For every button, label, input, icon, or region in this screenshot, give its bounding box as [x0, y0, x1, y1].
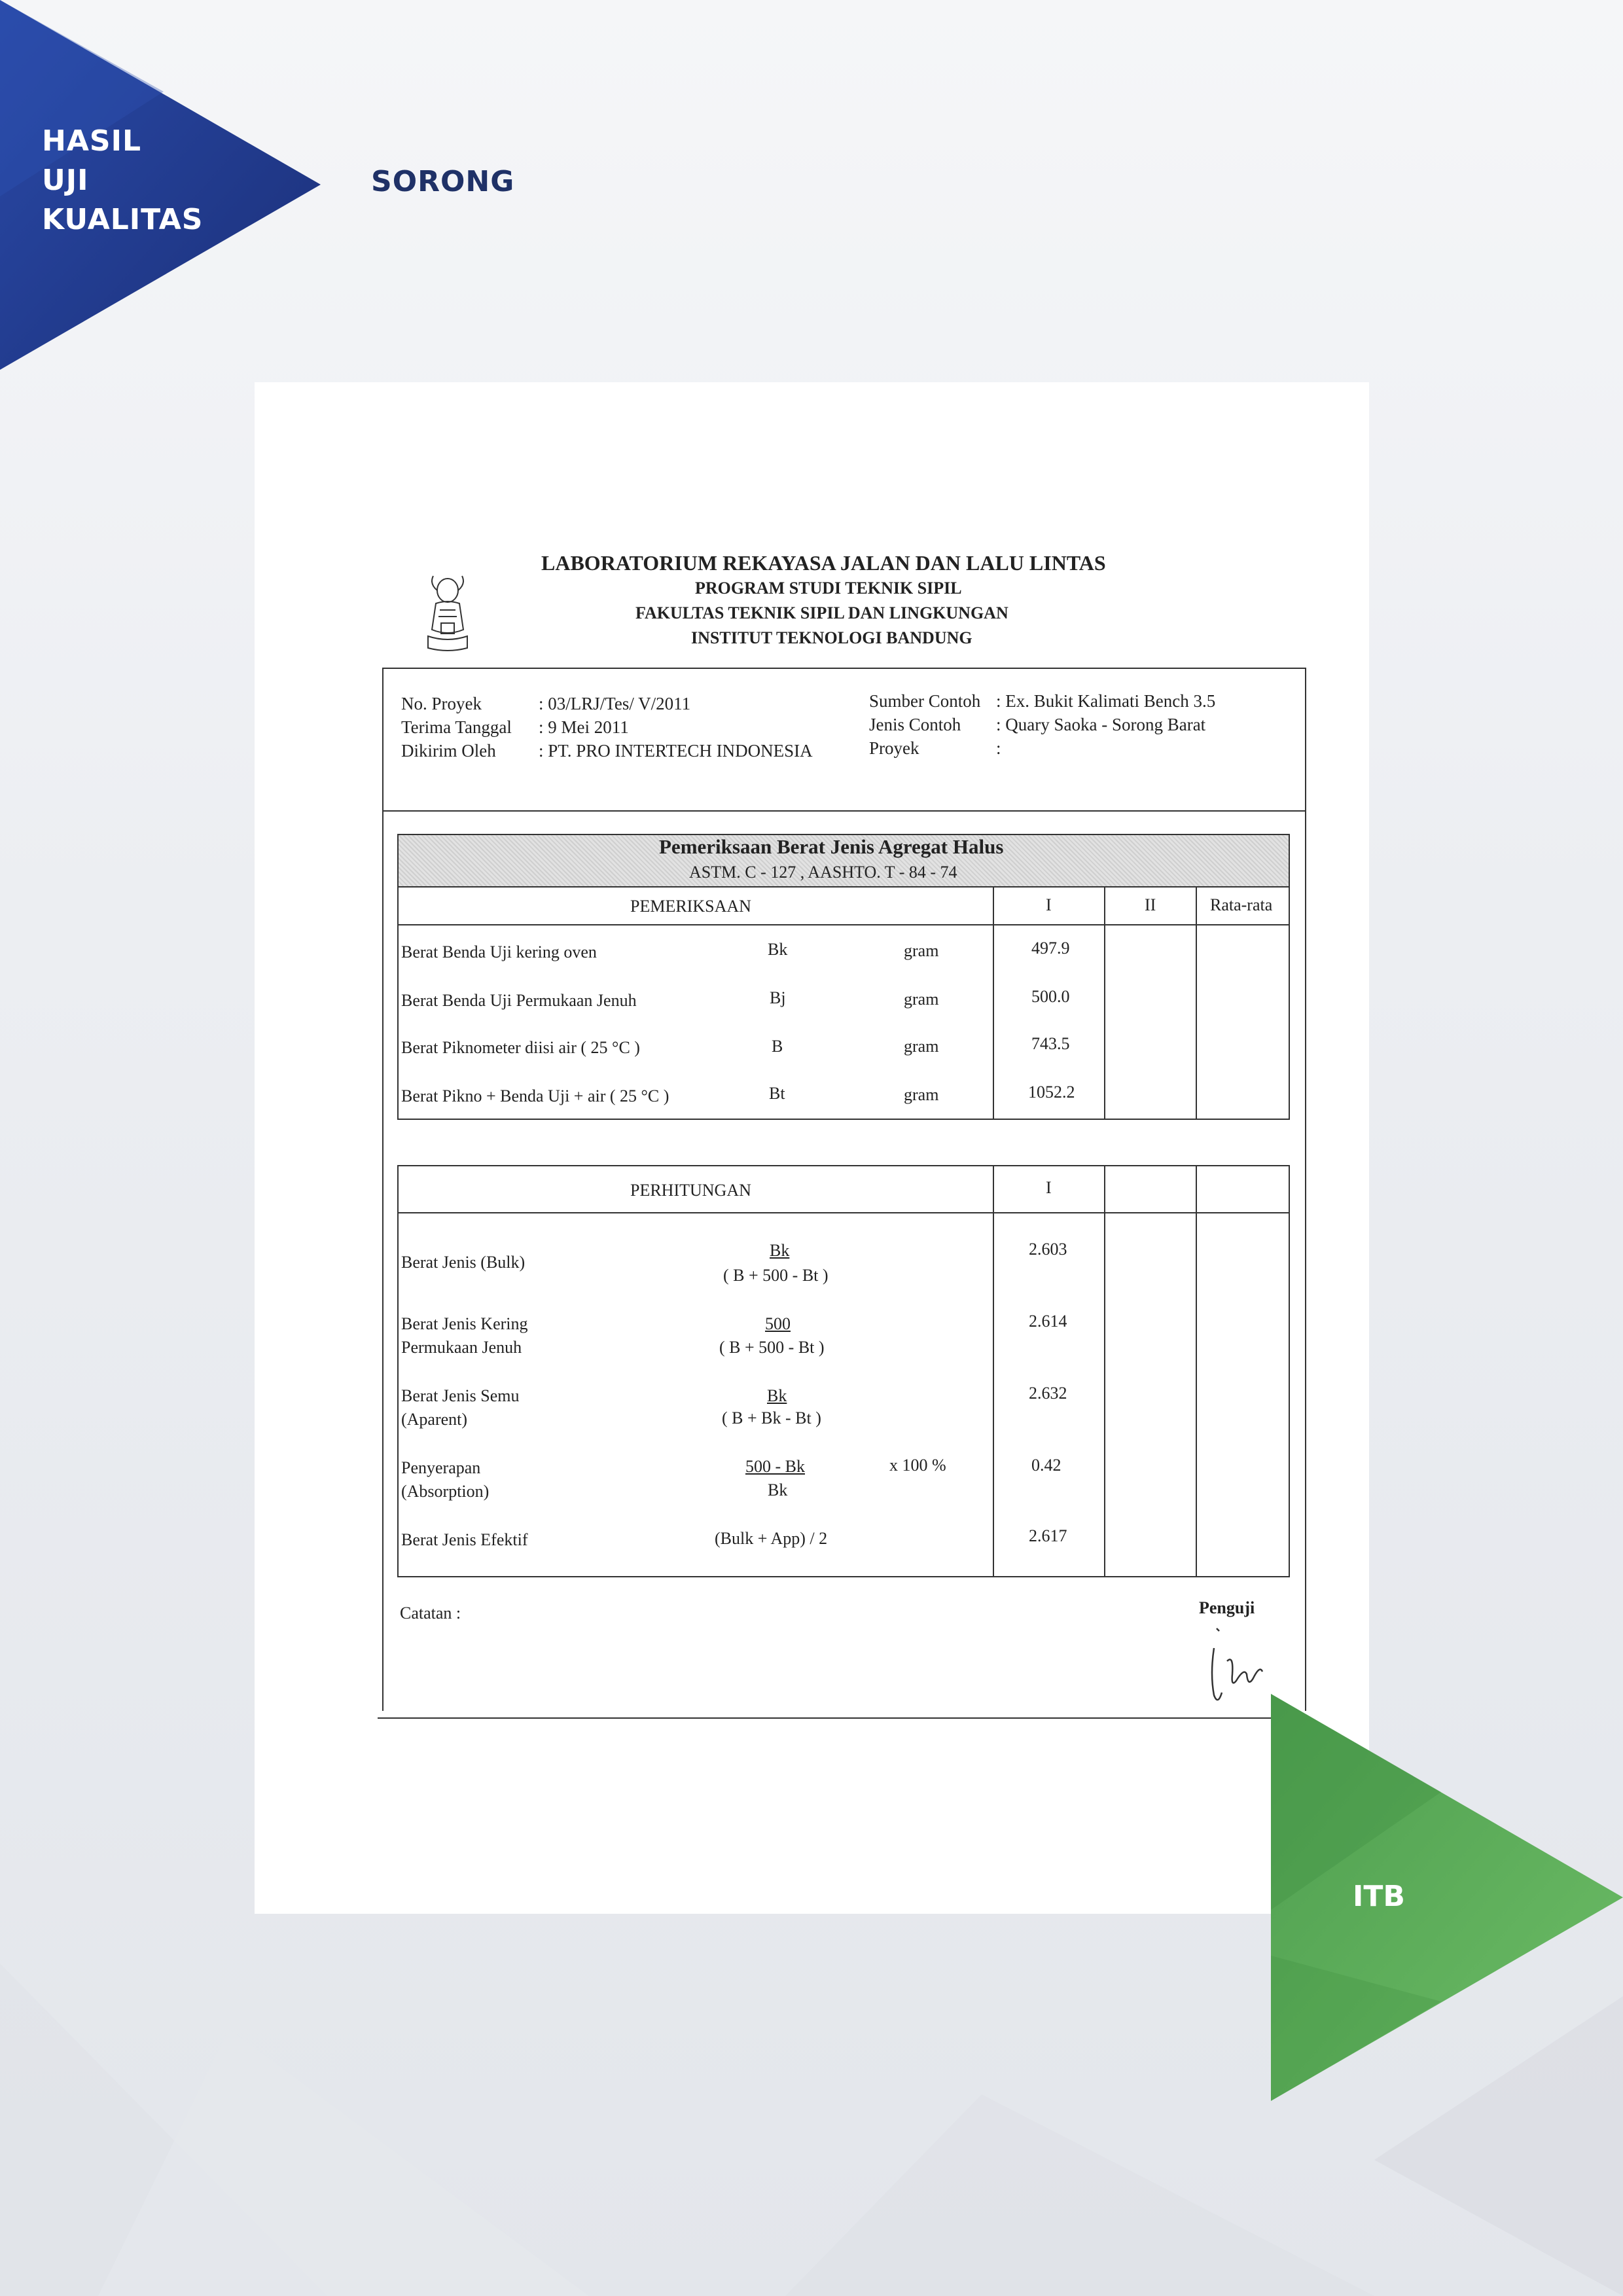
info-label-project: Proyek: [869, 738, 919, 758]
info-label-sender: Dikirim Oleh: [401, 741, 496, 761]
info-label-sample-type: Jenis Contoh: [869, 715, 961, 734]
t2-row-name: Berat Jenis Efektif: [401, 1530, 528, 1549]
t2-row-denominator: ( B + Bk - Bt ): [722, 1408, 821, 1427]
banner-line-3: KUALITAS: [42, 203, 204, 236]
t2-row-name-2: Permukaan Jenuh: [401, 1338, 522, 1357]
t2-row-formula: (Bulk + App) / 2: [715, 1529, 828, 1548]
banner-title: [42, 122, 204, 240]
frame-top: [382, 668, 1306, 669]
t1-header-i: I: [1046, 895, 1052, 914]
t1-col-avg: [1196, 886, 1197, 1120]
t2-row-value: 2.632: [1029, 1384, 1067, 1403]
test-title: Pemeriksaan Berat Jenis Agregat Halus: [659, 835, 1004, 858]
info-value-received: : 9 Mei 2011: [539, 717, 629, 737]
t1-top: [397, 834, 1290, 835]
test-standard: ASTM. C - 127 , AASHTO. T - 84 - 74: [689, 863, 957, 882]
info-divider: [382, 810, 1306, 812]
t2-row-name: Penyerapan: [401, 1458, 481, 1477]
info-value-project: :: [996, 738, 1001, 758]
t2-bottom: [397, 1576, 1290, 1577]
t1-row-unit: gram: [904, 990, 939, 1009]
t2-row-name: Berat Jenis Kering: [401, 1314, 528, 1333]
frame-right: [1305, 668, 1306, 1711]
t2-row-name-2: (Aparent): [401, 1410, 468, 1429]
faculty-name: FAKULTAS TEKNIK SIPIL DAN LINGKUNGAN: [635, 603, 1008, 622]
t2-row-denominator: ( B + 500 - Bt ): [719, 1338, 825, 1357]
t1-right: [1289, 834, 1290, 1120]
banner-triangle-green: [1271, 1694, 1623, 2101]
t2-row-numerator: 500 - Bk: [745, 1457, 805, 1476]
t1-col-ii: [1104, 886, 1105, 1120]
t1-row-unit: gram: [904, 1037, 939, 1056]
t1-row-name: Berat Piknometer diisi air ( 25 °C ): [401, 1038, 640, 1057]
scanned-document: [255, 382, 1369, 1914]
t1-col-i: [993, 886, 994, 1120]
info-value-sender: : PT. PRO INTERTECH INDONESIA: [539, 741, 813, 761]
t1-row-unit: gram: [904, 1085, 939, 1104]
frame-left: [382, 668, 383, 1711]
t1-row-value: 743.5: [1031, 1034, 1070, 1053]
t1-row-name: Berat Benda Uji kering oven: [401, 942, 597, 961]
info-value-project-no: : 03/LRJ/Tes/ V/2011: [539, 694, 691, 713]
t1-row-value: 497.9: [1031, 939, 1070, 958]
t2-col-i: [993, 1165, 994, 1577]
t2-header-perhitungan: PERHITUNGAN: [630, 1181, 751, 1200]
t1-left: [397, 834, 399, 1120]
t1-header-ii: II: [1145, 895, 1156, 914]
t2-row-value: 2.603: [1029, 1240, 1067, 1259]
t2-row-name: Berat Jenis (Bulk): [401, 1253, 526, 1272]
t1-row-name: Berat Benda Uji Permukaan Jenuh: [401, 991, 637, 1010]
t1-row-value: 500.0: [1031, 987, 1070, 1006]
program-name: PROGRAM STUDI TEKNIK SIPIL: [695, 579, 962, 598]
t2-row-value: 2.617: [1029, 1526, 1067, 1545]
banner-line-1: HASIL: [42, 124, 141, 158]
notes-label: Catatan :: [400, 1604, 461, 1623]
t2-right: [1289, 1165, 1290, 1577]
t1-row-symbol: Bt: [769, 1084, 785, 1103]
itb-ganesha-logo: [424, 571, 471, 656]
itb-label: ITB: [1353, 1880, 1405, 1913]
t2-row-name-2: (Absorption): [401, 1482, 490, 1501]
t2-left: [397, 1165, 399, 1577]
lab-name: LABORATORIUM REKAYASA JALAN DAN LALU LINTAS: [541, 551, 1106, 575]
t2-header-bottom: [397, 1212, 1290, 1213]
t2-header-i: I: [1046, 1178, 1052, 1197]
info-label-source: Sumber Contoh: [869, 691, 981, 711]
tester-signature: [1207, 1622, 1279, 1707]
info-value-source: : Ex. Bukit Kalimati Bench 3.5: [996, 691, 1216, 711]
t1-bottom: [397, 1119, 1290, 1120]
frame-bottom: [378, 1717, 1306, 1719]
banner-line-2: UJI: [42, 164, 89, 197]
t1-row-name: Berat Pikno + Benda Uji + air ( 25 °C ): [401, 1086, 669, 1105]
t2-row-denominator: ( B + 500 - Bt ): [723, 1266, 829, 1285]
t2-col-avg: [1196, 1165, 1197, 1577]
t2-row-name: Berat Jenis Semu: [401, 1386, 520, 1405]
location-label: SORONG: [371, 165, 515, 198]
t2-row-numerator: Bk: [770, 1241, 790, 1260]
info-label-project-no: No. Proyek: [401, 694, 482, 713]
t2-col-ii: [1104, 1165, 1105, 1577]
t1-row-value: 1052.2: [1028, 1083, 1075, 1102]
t1-header-pemeriksaan: PEMERIKSAAN: [630, 897, 751, 916]
institute-name: INSTITUT TEKNOLOGI BANDUNG: [691, 628, 972, 647]
t2-row-factor: x 100 %: [889, 1456, 946, 1475]
t1-row-unit: gram: [904, 941, 939, 960]
t1-row-symbol: B: [772, 1037, 783, 1056]
t1-row-symbol: Bk: [768, 940, 788, 959]
t2-row-numerator: Bk: [767, 1386, 787, 1405]
tester-label: Penguji: [1199, 1598, 1255, 1617]
info-label-received: Terima Tanggal: [401, 717, 512, 737]
info-value-sample-type: : Quary Saoka - Sorong Barat: [996, 715, 1206, 734]
t2-row-value: 0.42: [1031, 1456, 1061, 1475]
t2-row-numerator: 500: [765, 1314, 791, 1333]
t2-row-value: 2.614: [1029, 1312, 1067, 1331]
t1-band-bottom: [397, 886, 1290, 888]
t1-row-symbol: Bj: [770, 988, 786, 1007]
t2-top: [397, 1165, 1290, 1166]
t1-header-avg: Rata-rata: [1210, 895, 1273, 914]
t1-header-bottom: [397, 924, 1290, 925]
t2-row-denominator: Bk: [768, 1480, 788, 1499]
